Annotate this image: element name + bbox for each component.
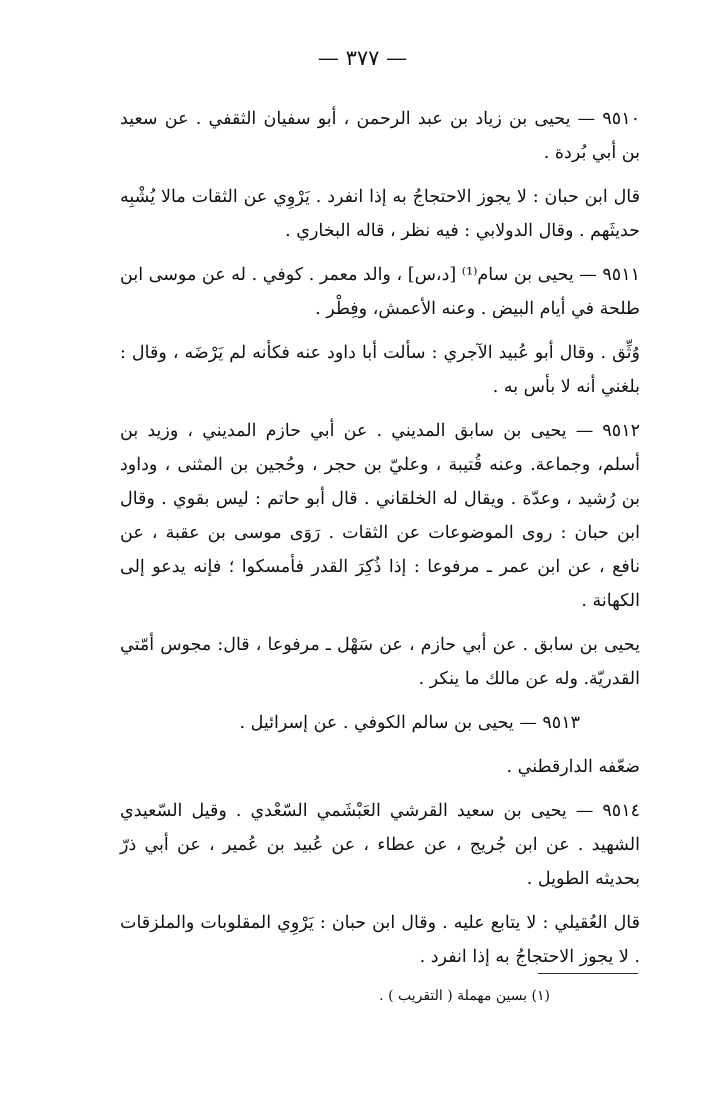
entry-9513 (120, 706, 640, 784)
entry-9510 (120, 102, 640, 248)
entry-head: ٩٥١٠ — يحيى بن زياد بن عبد الرحمن ، أبو سفيان الثقفي . عن سعيد بن أبي بُردة . (120, 109, 640, 163)
entry-head: ٩٥١٤ — يحيى بن سعيد القرشي العَبْشَمي السّعْدي . وقيل السّعيدي الشهيد . عن ابن جُريج ، عن عطاء ، عن عُبيد بن عُمير ، عن أبي ذرّ بحديثه الطويل . (120, 801, 640, 889)
entry-head: ٩٥١١ — يحيى بن سام⁽¹⁾ [د،س] ، والد معمر . كوفي . له عن موسى ابن طلحة في أيام البيض . وعنه الأعمش، وفِطْر . (120, 265, 640, 319)
entry-9514 (120, 794, 640, 974)
entry-body: قال ابن حبان : لا يجوز الاحتجاجُ به إذا انفرد . يَرْوِي عن الثقات مالا يُشْبِه حديثَهم . وقال الدولابي : فيه نظر ، قاله البخاري . (120, 187, 640, 241)
entry-body: وُثِّق . وقال أبو عُبيد الآجري : سألت أبا داود عنه فكأنه لم يَرْضَه ، وقال : بلغني أنه لا بأس به . (120, 343, 640, 397)
entry-head: ٩٥١٢ — يحيى بن سابق المديني . عن أبي حازم المديني ، وزيد بن أسلم، وجماعة. وعنه قُتيبة ، وعليّ بن حجر ، وحُجين بن المثنى ، وداود بن رُشيد ، وعدّة . ويقال له الخلقاني . قال أبو حاتم : ليس بقوي . وقال ابن حبان : روى الموضوعات عن الثقات . رَوَى موسى بن عقبة ، عن نافع ، عن ابن عمر ـ مرفوعا : إذا ذُكِرَ القدر فأمسكوا ؛ فإنه يدعو إلى الكهانة . (120, 421, 640, 611)
entry-9512 (120, 414, 640, 696)
entry-body: يحيى بن سابق . عن أبي حازم ، عن سَهْل ـ مرفوعا ، قال: مجوس أمّتي القدريّة. وله عن مالك ما ينكر . (120, 635, 640, 689)
footnote-divider (538, 973, 638, 974)
page-number: — ٣٧٧ — (317, 46, 408, 70)
entry-body: ضعّفه الدارقطني . (506, 757, 640, 777)
entry-head: ٩٥١٣ — يحيى بن سالم الكوفي . عن إسرائيل . (239, 713, 580, 733)
footnote: (١) بسين مهملة ( التقريب ) . (379, 988, 550, 1004)
page-content (120, 102, 640, 984)
entry-9511 (120, 258, 640, 404)
entry-body: قال العُقيلي : لا يتابع عليه . وقال ابن حبان : يَرْوِي المقلوبات والملزقات . لا يجوز الاحتجاجُ به إذا انفرد . (120, 913, 640, 967)
